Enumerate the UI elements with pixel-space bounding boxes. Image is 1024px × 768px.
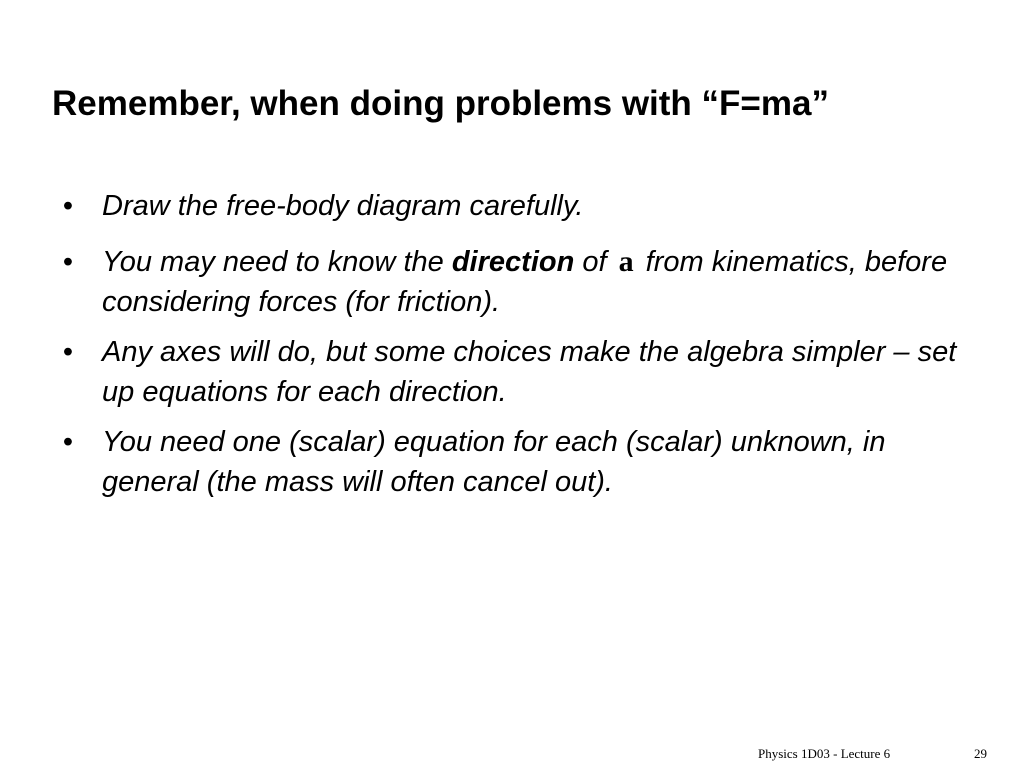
bullet-icon: • [62, 426, 74, 458]
bullet-icon: • [62, 336, 74, 368]
bullet-icon: • [62, 246, 74, 278]
bullet-item-direction [58, 242, 958, 322]
bold-direction-word: direction [451, 246, 575, 278]
bullet-text: Draw the free-body diagram carefully. [102, 190, 584, 222]
acceleration-symbol: a [618, 245, 634, 278]
bullet-text-part: of [574, 246, 615, 278]
bullet-list [58, 186, 958, 512]
bullet-text: Any axes will do, but some choices make the algebra simpler – set up equations for each direction. [102, 336, 957, 408]
bullet-item-axes [58, 332, 958, 412]
bullet-item-free-body [58, 186, 958, 226]
slide-title: Remember, when doing problems with “F=ma” [52, 84, 829, 123]
footer-page-number: 29 [974, 746, 987, 761]
bullet-text: You need one (scalar) equation for each (scalar) unknown, in general (the mass will often cancel out). [102, 426, 886, 498]
bullet-text-part: You may need to know the [102, 246, 452, 278]
bullet-text-part: from kinematics, before considering forces (for friction). [102, 246, 948, 318]
bullet-icon: • [62, 190, 74, 222]
footer-course-label: Physics 1D03 - Lecture 6 [758, 746, 891, 761]
bullet-item-equations [58, 422, 958, 502]
